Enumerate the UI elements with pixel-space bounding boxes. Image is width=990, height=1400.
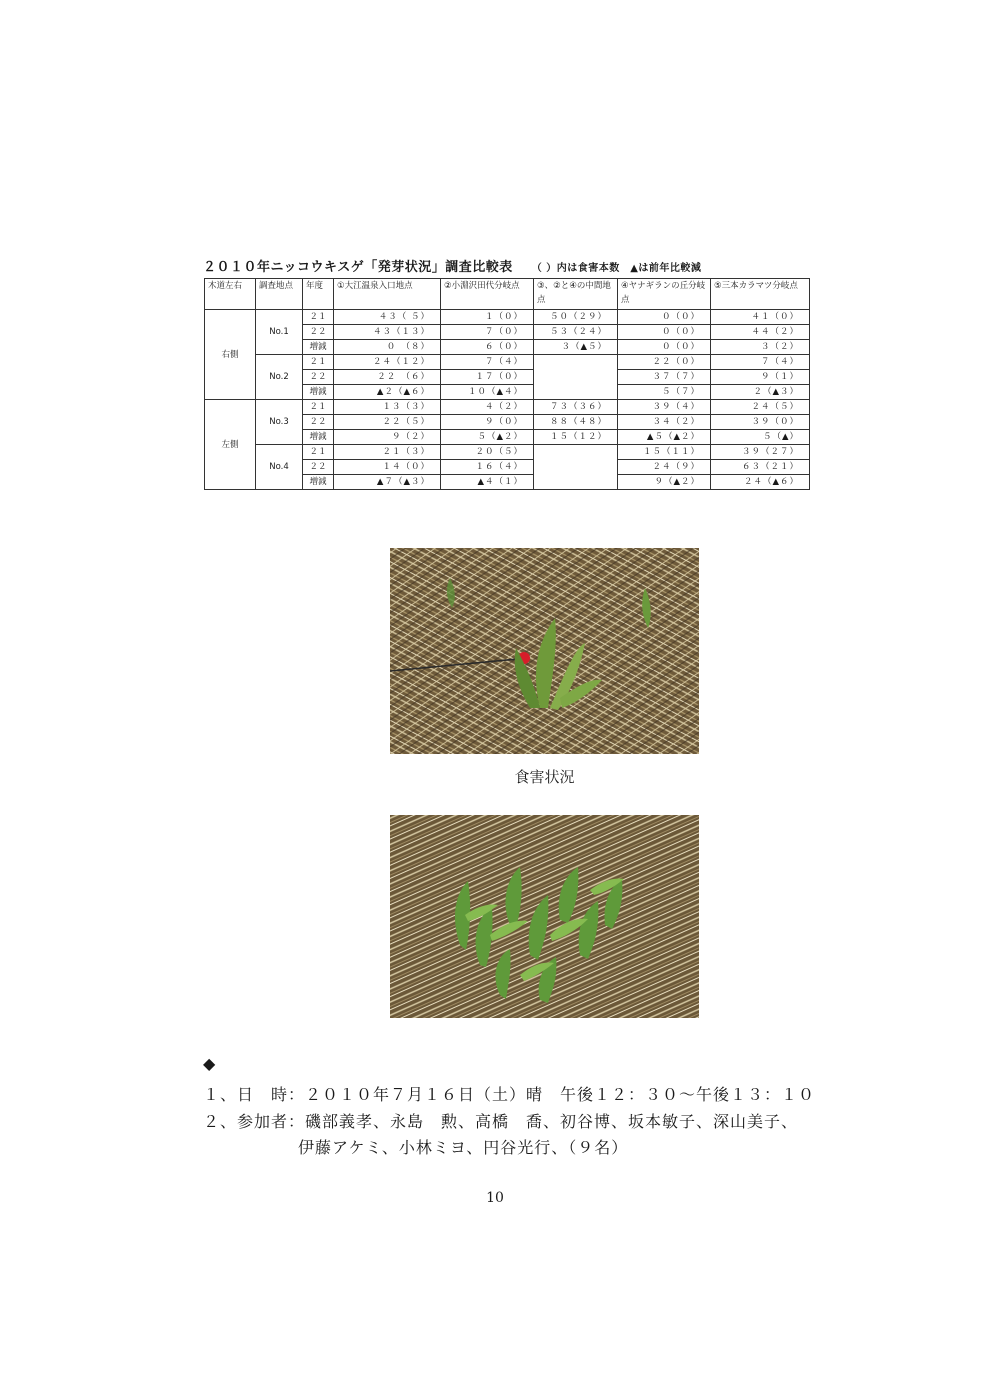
value-cell: １５（１２） xyxy=(534,430,618,445)
value-cell: ▲７（▲３） xyxy=(334,475,441,490)
table-row xyxy=(205,310,810,325)
value-cell: １４（０） xyxy=(334,460,441,475)
value-cell: １７（０） xyxy=(441,370,534,385)
value-cell: ▲５（▲２） xyxy=(618,430,711,445)
year-cell: ２２ xyxy=(303,415,334,430)
header-site-2: ②小淵沢田代分岐点 xyxy=(441,279,534,310)
value-cell: ４（２） xyxy=(441,400,534,415)
value-cell: ▲４（１） xyxy=(441,475,534,490)
photo-caption: 食害状況 xyxy=(514,768,575,786)
point-label: No.2 xyxy=(256,355,303,400)
value-cell: ６３（２１） xyxy=(711,460,810,475)
value-cell: ２１（３） xyxy=(334,445,441,460)
value-cell: ４１（０） xyxy=(711,310,810,325)
year-cell: 増減 xyxy=(303,385,334,400)
value-cell: ７（０） xyxy=(441,325,534,340)
value-cell: ５０（２９） xyxy=(534,310,618,325)
header-row xyxy=(205,279,810,310)
page-number: 10 xyxy=(486,1190,504,1206)
year-cell: ２１ xyxy=(303,310,334,325)
value-cell: ５（７） xyxy=(618,385,711,400)
value-cell: ５（▲２） xyxy=(441,430,534,445)
year-cell: ２１ xyxy=(303,400,334,415)
value-cell: ３４（２） xyxy=(618,415,711,430)
value-cell: ２４（▲６） xyxy=(711,475,810,490)
year-cell: ２１ xyxy=(303,445,334,460)
survey-table xyxy=(204,278,810,490)
table-row xyxy=(205,400,810,415)
header-year: 年度 xyxy=(303,279,334,310)
value-cell: ▲２（▲６） xyxy=(334,385,441,400)
title-text: ２０１０年ニッコウキスゲ「発芽状況」調査比較表 xyxy=(203,260,513,275)
value-cell: ８８（４８） xyxy=(534,415,618,430)
damage-photo xyxy=(390,548,699,754)
value-cell: ２２（５） xyxy=(334,415,441,430)
value-cell: ２４（５） xyxy=(711,400,810,415)
value-cell: ３９（０） xyxy=(711,415,810,430)
value-cell: ２４（１２） xyxy=(334,355,441,370)
header-side: 木道左右 xyxy=(205,279,256,310)
point-label: No.1 xyxy=(256,310,303,355)
year-cell: ２２ xyxy=(303,325,334,340)
value-cell: ７（４） xyxy=(711,355,810,370)
value-cell: ３（２） xyxy=(711,340,810,355)
value-cell: ９（１） xyxy=(711,370,810,385)
value-cell: ４４（２） xyxy=(711,325,810,340)
header-site-5: ⑤三本カラマツ分岐点 xyxy=(711,279,810,310)
value-cell: ７３（３６） xyxy=(534,400,618,415)
year-cell: ２２ xyxy=(303,370,334,385)
value-cell: ３９（４） xyxy=(618,400,711,415)
side-label: 左側 xyxy=(205,400,256,490)
year-cell: ２２ xyxy=(303,460,334,475)
sprout-photo xyxy=(390,815,699,1018)
value-cell: ０（０） xyxy=(618,310,711,325)
header-site-4: ④ヤナギランの丘分岐点 xyxy=(618,279,711,310)
value-cell: ０（０） xyxy=(618,325,711,340)
year-cell: 増減 xyxy=(303,475,334,490)
bullet-diamond: ◆ xyxy=(203,1054,216,1073)
title-note: （ ）内は食害本数 ▲は前年比較減 xyxy=(531,263,702,274)
point-label: No.4 xyxy=(256,445,303,490)
year-cell: ２１ xyxy=(303,355,334,370)
value-cell: ３７（７） xyxy=(618,370,711,385)
table-row xyxy=(205,445,810,460)
value-cell: ２４（９） xyxy=(618,460,711,475)
value-cell: １６（４） xyxy=(441,460,534,475)
value-cell: ４３（１３） xyxy=(334,325,441,340)
participants-line-2: 伊藤アケミ、小林ミヨ、円谷光行、（９名） xyxy=(298,1138,629,1157)
empty-cell xyxy=(534,445,618,490)
value-cell: ６（０） xyxy=(441,340,534,355)
header-site-1: ①大江温泉入口地点 xyxy=(334,279,441,310)
participants-line-1: ２、参加者：磯部義孝、永島 勲、高橋 喬、初谷博、坂本敏子、深山美子、 xyxy=(203,1112,799,1131)
value-cell: ７（４） xyxy=(441,355,534,370)
table-title xyxy=(203,256,803,275)
damage-photo-image xyxy=(390,548,699,754)
value-cell: １（０） xyxy=(441,310,534,325)
value-cell: １３（３） xyxy=(334,400,441,415)
point-label: No.3 xyxy=(256,400,303,445)
side-label: 右側 xyxy=(205,310,256,400)
value-cell: ３（▲５） xyxy=(534,340,618,355)
sprout-photo-image xyxy=(390,815,699,1018)
value-cell: ３９（２７） xyxy=(711,445,810,460)
value-cell: ５３（２４） xyxy=(534,325,618,340)
value-cell: ４３（ ５） xyxy=(334,310,441,325)
value-cell: ９（２） xyxy=(334,430,441,445)
table-row xyxy=(205,355,810,370)
header-site-3: ③、②と④の中間地点 xyxy=(534,279,618,310)
header-point: 調査地点 xyxy=(256,279,303,310)
value-cell: ２０（５） xyxy=(441,445,534,460)
year-cell: 増減 xyxy=(303,430,334,445)
value-cell: １０（▲４） xyxy=(441,385,534,400)
value-cell: ９（▲２） xyxy=(618,475,711,490)
value-cell: １５（１１） xyxy=(618,445,711,460)
year-cell: 増減 xyxy=(303,340,334,355)
value-cell: ５（▲） xyxy=(711,430,810,445)
value-cell: ０ （８） xyxy=(334,340,441,355)
empty-cell xyxy=(534,355,618,400)
value-cell: ２（▲３） xyxy=(711,385,810,400)
value-cell: ２２ （６） xyxy=(334,370,441,385)
value-cell: ０（０） xyxy=(618,340,711,355)
value-cell: ２２（０） xyxy=(618,355,711,370)
date-line: １、日 時：２０１０年７月１６日（土）晴 午後１２：３０〜午後１３：１０ xyxy=(203,1085,816,1104)
value-cell: ９（０） xyxy=(441,415,534,430)
